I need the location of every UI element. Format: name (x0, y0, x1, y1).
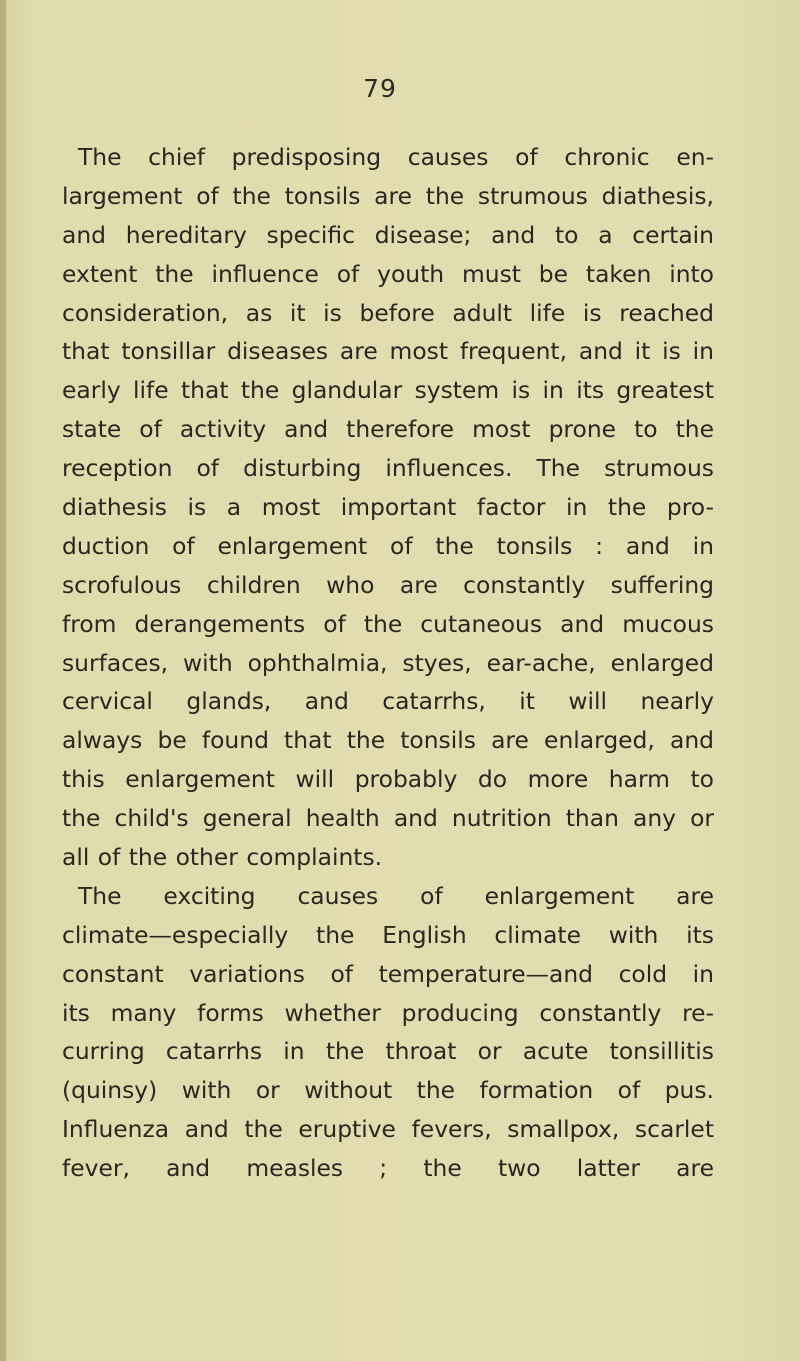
text-line: that tonsillar diseases are most frequent, and it is in (62, 337, 714, 366)
text-line: the child's general health and nutrition than any or (62, 804, 714, 833)
text-line: this enlargement will probably do more harm to (62, 765, 714, 794)
body-text (62, 138, 714, 1188)
text-line: all of the other complaints. (62, 843, 383, 872)
text-line: constant variations of temperature—and cold in (62, 959, 714, 988)
text-line: Influenza and the eruptive fevers, smallpox, scarlet (62, 1115, 714, 1144)
text-line: scrofulous children who are constantly suffering (62, 570, 714, 599)
text-line: climate—especially the English climate with its (62, 920, 714, 949)
text-line: state of activity and therefore most prone to the (62, 415, 714, 444)
text-line: always be found that the tonsils are enlarged, and (62, 726, 714, 755)
page-number: 79 (363, 74, 397, 103)
text-line: reception of disturbing influences. The strumous (62, 454, 714, 483)
text-line: duction of enlargement of the tonsils : and in (62, 531, 714, 560)
text-line: its many forms whether producing constantly re- (62, 998, 714, 1027)
text-line: early life that the glandular system is in its greatest (62, 376, 714, 405)
text-line: and hereditary specific disease; and to a certain (62, 220, 714, 249)
text-line: fever, and measles ; the two latter are (62, 1154, 714, 1183)
text-line: surfaces, with ophthalmia, styes, ear-ache, enlarged (62, 648, 714, 677)
text-line: consideration, as it is before adult life is reached (62, 298, 714, 327)
text-line: curring catarrhs in the throat or acute tonsillitis (62, 1037, 714, 1066)
text-line: extent the influence of youth must be taken into (62, 259, 714, 288)
text-line: from derangements of the cutaneous and mucous (62, 609, 714, 638)
text-line: The chief predisposing causes of chronic en- (78, 143, 714, 171)
text-line: The exciting causes of enlargement are (78, 881, 714, 910)
text-line: diathesis is a most important factor in the pro- (62, 493, 714, 522)
text-line: largement of the tonsils are the strumous diathesis, (62, 181, 714, 210)
page-binding-edge (0, 0, 6, 1361)
text-line: (quinsy) with or without the formation of pus. (62, 1076, 714, 1105)
text-line: cervical glands, and catarrhs, it will nearly (62, 687, 714, 716)
